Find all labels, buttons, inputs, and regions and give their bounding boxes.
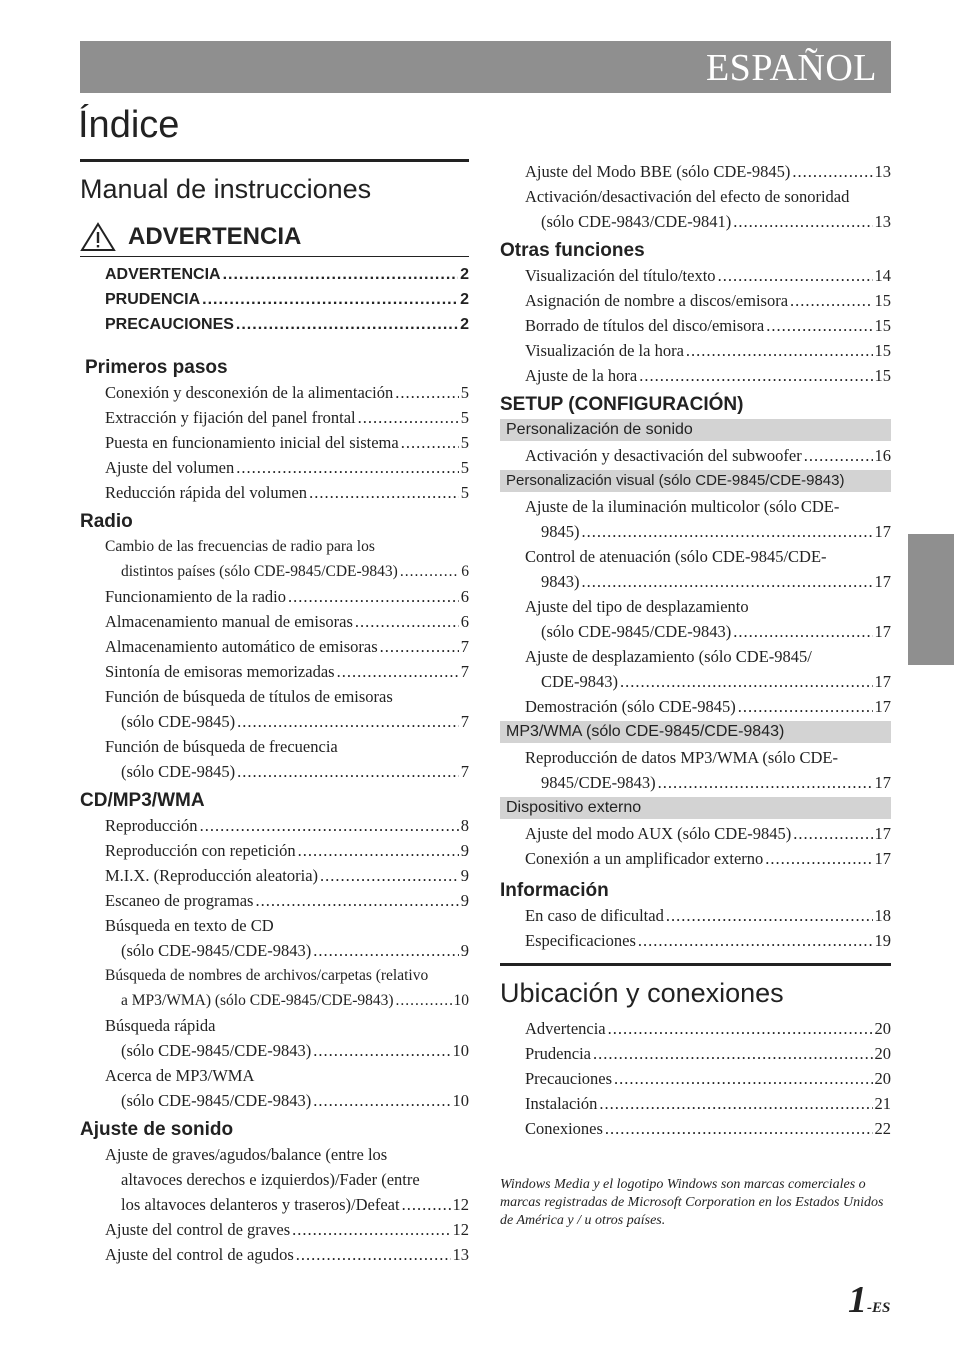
toc-entry-line: Cambio de las frecuencias de radio para los xyxy=(105,538,375,555)
section-rule xyxy=(500,963,891,966)
toc-entry[interactable]: En caso de dificultad ..... 18 xyxy=(500,903,891,928)
toc-entry-last-line: distintos países (sólo CDE-9845/CDE-9843) ..... 6 xyxy=(105,559,469,584)
left-column xyxy=(80,159,469,1267)
toc-entry-multiline[interactable] xyxy=(80,1013,469,1063)
toc-entry[interactable]: Ajuste del volumen ..... 5 xyxy=(80,455,469,480)
toc-entry-line: Búsqueda de nombres de archivos/carpetas (relativo xyxy=(105,967,429,984)
toc-entry-last-line: 9843) ..... 17 xyxy=(525,569,891,594)
toc-entry[interactable]: Almacenamiento manual de emisoras ..... 6 xyxy=(80,609,469,634)
toc-entry-line: Ajuste de graves/agudos/balance (entre los xyxy=(105,1145,388,1164)
toc-entry[interactable]: Especificaciones ..... 19 xyxy=(500,928,891,953)
subsection-bar: Personalización de sonido xyxy=(500,419,891,441)
toc-entry-line: Ajuste del tipo de desplazamiento xyxy=(525,597,749,616)
toc-entry[interactable]: Extracción y fijación del panel frontal ..... 5 xyxy=(80,405,469,430)
toc-entry[interactable]: Visualización del título/texto ..... 14 xyxy=(500,263,891,288)
toc-entry-line: Activación/desactivación del efecto de sonoridad xyxy=(525,187,850,206)
manual-title: Manual de instrucciones xyxy=(80,174,372,204)
category-radio: Radio xyxy=(80,511,133,532)
toc-entry-line: Acerca de MP3/WMA xyxy=(105,1066,255,1085)
toc-entry[interactable]: Conexión a un amplificador externo ..... 17 xyxy=(500,846,891,871)
toc-entry-line: Búsqueda rápida xyxy=(105,1016,216,1035)
toc-entry[interactable]: ADVERTENCIA ..... 2 xyxy=(80,262,469,287)
page-number: 1-ES xyxy=(848,1279,891,1321)
toc-entry[interactable]: Conexión y desconexión de la alimentación ..... 5 xyxy=(80,380,469,405)
toc-entry[interactable]: Demostración (sólo CDE-9845) ..... 17 xyxy=(500,694,891,719)
toc-entry[interactable]: PRECAUCIONES ..... 2 xyxy=(80,312,469,337)
toc-entry-multiline[interactable] xyxy=(500,544,891,594)
toc-entry[interactable]: Reducción rápida del volumen ..... 5 xyxy=(80,480,469,505)
toc-entry-multiline[interactable] xyxy=(80,1063,469,1113)
toc-entry[interactable]: Visualización de la hora ..... 15 xyxy=(500,338,891,363)
toc-entry[interactable]: Precauciones ..... 20 xyxy=(500,1066,891,1091)
toc-entry-last-line: a MP3/WMA) (sólo CDE-9845/CDE-9843) ..... 10 xyxy=(105,988,469,1013)
primeros-list xyxy=(80,380,469,505)
toc-entry-last-line: (sólo CDE-9845) ..... 7 xyxy=(105,709,469,734)
toc-entry[interactable]: Advertencia ..... 20 xyxy=(500,1016,891,1041)
warning-heading xyxy=(80,222,469,257)
ubicacion-title: Ubicación y conexiones xyxy=(500,978,784,1008)
toc-entry[interactable]: Puesta en funcionamiento inicial del sistema ..... 5 xyxy=(80,430,469,455)
language-banner xyxy=(80,41,891,93)
toc-entry[interactable]: Asignación de nombre a discos/emisora ..... 15 xyxy=(500,288,891,313)
toc-entry-multiline[interactable] xyxy=(80,963,469,1013)
toc-entry-line: Ajuste de la iluminación multicolor (sólo CDE- xyxy=(525,497,840,516)
toc-entry[interactable]: Activación y desactivación del subwoofer ..... 16 xyxy=(500,443,891,468)
right-column xyxy=(500,159,891,1141)
toc-entry-line: Reproducción de datos MP3/WMA (sólo CDE- xyxy=(525,748,839,767)
warning-title: ADVERTENCIA xyxy=(128,223,302,250)
category-setup: SETUP (CONFIGURACIÓN) xyxy=(500,394,744,415)
toc-entry[interactable]: Funcionamiento de la radio ..... 6 xyxy=(80,584,469,609)
toc-entry[interactable]: Sintonía de emisoras memorizadas ..... 7 xyxy=(80,659,469,684)
category-cd: CD/MP3/WMA xyxy=(80,790,205,811)
toc-entry-multiline[interactable] xyxy=(80,1142,469,1217)
category-sonido: Ajuste de sonido xyxy=(80,1119,234,1140)
toc-entry[interactable]: Ajuste del Modo BBE (sólo CDE-9845) ..... 13 xyxy=(500,159,891,184)
warning-triangle-icon xyxy=(80,222,116,252)
toc-entry[interactable]: Conexiones ..... 22 xyxy=(500,1116,891,1141)
page-title: Índice xyxy=(78,104,180,146)
toc-entry-multiline[interactable] xyxy=(80,913,469,963)
toc-entry-multiline[interactable] xyxy=(500,594,891,644)
toc-entry-multiline[interactable] xyxy=(500,184,891,234)
side-tab xyxy=(908,534,954,665)
toc-entry[interactable]: Ajuste del control de graves ..... 12 xyxy=(80,1217,469,1242)
subsection-bar: MP3/WMA (sólo CDE-9845/CDE-9843) xyxy=(500,721,891,743)
subsection-bar: Personalización visual (sólo CDE-9845/CDE-9843) xyxy=(500,470,891,492)
subsection-bar: Dispositivo externo xyxy=(500,797,891,819)
toc-entry-line: Ajuste de desplazamiento (sólo CDE-9845/ xyxy=(525,647,812,666)
toc-entry[interactable]: PRUDENCIA ..... 2 xyxy=(80,287,469,312)
toc-entry[interactable]: Borrado de títulos del disco/emisora ..... 15 xyxy=(500,313,891,338)
toc-entry[interactable]: Almacenamiento automático de emisoras ..... 7 xyxy=(80,634,469,659)
toc-entry-multiline[interactable] xyxy=(500,494,891,544)
toc-entry-multiline[interactable] xyxy=(80,734,469,784)
toc-entry[interactable]: Ajuste de la hora ..... 15 xyxy=(500,363,891,388)
toc-entry-line: Función de búsqueda de títulos de emisoras xyxy=(105,687,393,706)
toc-entry-last-line: los altavoces delanteros y traseros)/Defeat ..... 12 xyxy=(105,1192,469,1217)
toc-entry-multiline[interactable] xyxy=(80,534,469,584)
toc-entry-multiline[interactable] xyxy=(500,644,891,694)
toc-entry[interactable]: M.I.X. (Reproducción aleatoria) ..... 9 xyxy=(80,863,469,888)
section-rule xyxy=(80,159,469,162)
toc-entry[interactable]: Escaneo de programas ..... 9 xyxy=(80,888,469,913)
toc-entry-last-line: (sólo CDE-9845/CDE-9843) ..... 10 xyxy=(105,1038,469,1063)
toc-entry-last-line: (sólo CDE-9845/CDE-9843) ..... 10 xyxy=(105,1088,469,1113)
toc-entry[interactable]: Ajuste del control de agudos ..... 13 xyxy=(80,1242,469,1267)
toc-entry-last-line: (sólo CDE-9845/CDE-9843) ..... 9 xyxy=(105,938,469,963)
ubicacion-list xyxy=(500,1016,891,1141)
toc-entry[interactable]: Instalación ..... 21 xyxy=(500,1091,891,1116)
category-info: Información xyxy=(500,880,609,901)
toc-entry-multiline[interactable] xyxy=(500,745,891,795)
warning-list xyxy=(80,262,469,337)
toc-entry-line: Búsqueda en texto de CD xyxy=(105,916,274,935)
toc-entry-last-line: (sólo CDE-9845) ..... 7 xyxy=(105,759,469,784)
language-label: ESPAÑOL xyxy=(705,47,877,89)
toc-entry-last-line: 9845) ..... 17 xyxy=(525,519,891,544)
category-otras: Otras funciones xyxy=(500,240,645,261)
category-primeros: Primeros pasos xyxy=(85,357,228,378)
toc-entry[interactable]: Prudencia ..... 20 xyxy=(500,1041,891,1066)
toc-entry-multiline[interactable] xyxy=(80,684,469,734)
toc-entry-last-line: CDE-9843) ..... 17 xyxy=(525,669,891,694)
toc-entry-last-line: (sólo CDE-9843/CDE-9841) ..... 13 xyxy=(525,209,891,234)
toc-entry-line: Control de atenuación (sólo CDE-9845/CDE- xyxy=(525,547,827,566)
toc-entry[interactable]: Reproducción ..... 8 xyxy=(80,813,469,838)
trademark-footnote: Windows Media y el logotipo Windows son marcas comerciales o marcas registradas de Microsoft Corporation en los Estados Unidos de América y / u otros países. xyxy=(500,1177,884,1228)
toc-entry-last-line: 9845/CDE-9843) ..... 17 xyxy=(525,770,891,795)
toc-entry[interactable]: Reproducción con repetición ..... 9 xyxy=(80,838,469,863)
toc-entry-line: altavoces derechos e izquierdos)/Fader (entre xyxy=(121,1170,420,1189)
toc-entry-line: Función de búsqueda de frecuencia xyxy=(105,737,338,756)
toc-entry[interactable]: Ajuste del modo AUX (sólo CDE-9845) ..... 17 xyxy=(500,821,891,846)
toc-entry-last-line: (sólo CDE-9845/CDE-9843) ..... 17 xyxy=(525,619,891,644)
